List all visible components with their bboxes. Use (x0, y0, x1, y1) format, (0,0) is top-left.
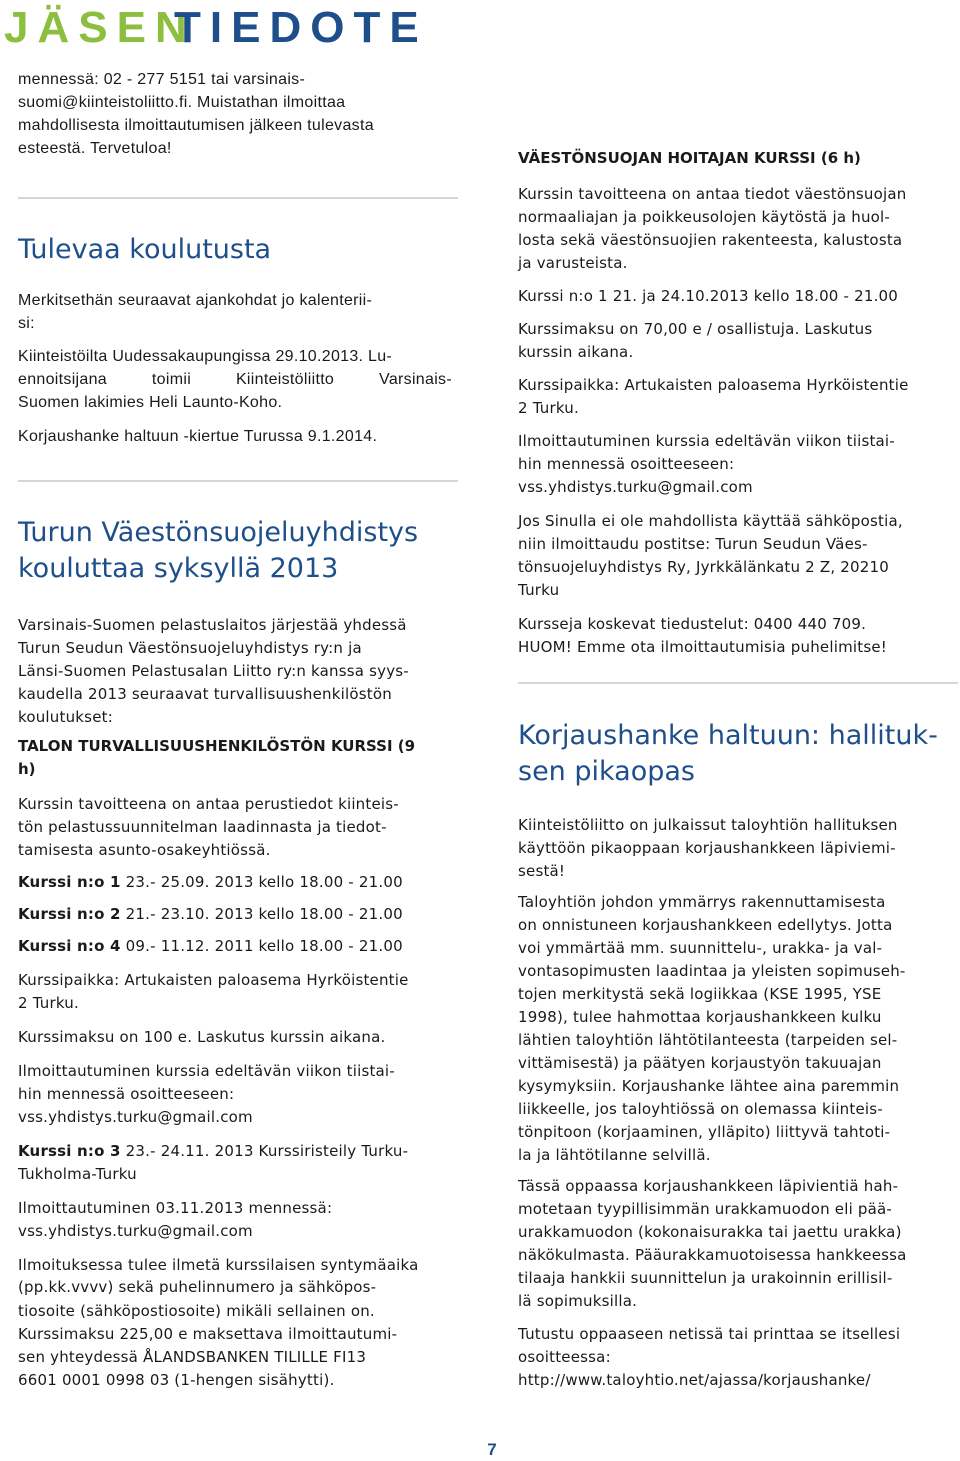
paragraph-line: tiosoite (sähköpostiosoite) mikäli sellainen on. (18, 1302, 375, 1320)
paragraph-line: HUOM! Emme ota ilmoittautumisia puhelimitse! (518, 638, 887, 656)
section-title-tulevaa: Tulevaa koulutusta (18, 234, 272, 265)
intro-line: mahdollisesta ilmoittautumisen jälkeen tulevasta (18, 117, 374, 134)
paragraph-line: motetaan tyypillisimmän urakkamuodon eli pää- (518, 1200, 893, 1218)
paragraph-line: sestä! (518, 862, 566, 880)
course-heading: h) (18, 760, 36, 778)
course-number: Kurssi n:o 4 (18, 937, 121, 955)
paragraph-line: käyttöön pikaoppaan korjaushankkeen läpiviemi- (518, 839, 896, 857)
paragraph-line: Kurssin tavoitteena on antaa perustiedot kiinteis- (18, 795, 399, 813)
paragraph-line: Korjaushanke haltuun -kiertue Turussa 9.1.2014. (18, 428, 378, 445)
email-link[interactable]: vss.yhdistys.turku@gmail.com (518, 478, 753, 496)
paragraph-line: koulutukset: (18, 708, 113, 726)
paragraph-line: Varsinais-Suomen pelastuslaitos järjestää yhdessä (18, 616, 407, 634)
course-number: Kurssi n:o 1 (18, 873, 121, 891)
masthead-title-part2: TIEDOTE (174, 3, 428, 52)
paragraph-line: Ilmoittautuminen 03.11.2013 mennessä: (18, 1199, 333, 1217)
paragraph-line: Suomen lakimies Heli Launto-Koho. (18, 394, 283, 411)
masthead-title-part1: JÄSEN (4, 3, 196, 52)
masthead (0, 0, 960, 60)
intro-line: mennessä: 02 - 277 5151 tai varsinais- (18, 71, 306, 88)
paragraph-line: tojen merkitystä sekä logiikkaa (KSE 1995, YSE (518, 985, 882, 1003)
paragraph-line: Kiinteistöilta Uudessakaupungissa 29.10.2013. Lu- (18, 348, 393, 365)
paragraph-line: 1998), tulee hahmottaa korjaushankkeen kulku (518, 1008, 882, 1026)
paragraph-line: Jos Sinulla ei ole mahdollista käyttää sähköpostia, (518, 512, 903, 530)
paragraph-line: Kurssin tavoitteena on antaa tiedot väestönsuojan (518, 185, 907, 203)
page-number: 7 (487, 1440, 497, 1459)
paragraph-line: Kurssi n:o 1 21. ja 24.10.2013 kello 18.00 - 21.00 (518, 287, 899, 305)
course-dates: 09.- 11.12. 2011 kello 18.00 - 21.00 (120, 937, 403, 955)
paragraph-line: 6601 0001 0998 03 (1-hengen sisähytti). (18, 1371, 335, 1389)
paragraph-line: lähtien taloyhtiön lähtötilanteesta (tarpeiden sel- (518, 1031, 898, 1049)
course-date-line (18, 903, 403, 925)
paragraph-line: Taloyhtiön johdon ymmärrys rakennuttamisesta (518, 893, 886, 911)
paragraph-line: Ilmoituksessa tulee ilmetä kurssilaisen syntymäaika (pp.kk.vvvv) sekä puhelinnumero ja sähköpos- (18, 1256, 419, 1296)
paragraph-line: Ilmoittautuminen kurssia edeltävän viikon tiistai- (18, 1062, 395, 1080)
paragraph-line: Ilmoittautuminen kurssia edeltävän viikon tiistai- (518, 432, 895, 450)
course-heading: TALON TURVALLISUUSHENKILÖSTÖN KURSSI (9 (18, 737, 416, 755)
section-title-turun-line2: kouluttaa syksyllä 2013 (18, 553, 339, 584)
paragraph-line: tönsuojeluyhdistys Ry, Jyrkkälänkatu 2 Z, 20210 (518, 558, 890, 576)
paragraph-line: liikkeelle, jos taloyhtiössä on olemassa kiinteis- (518, 1100, 883, 1118)
paragraph-line: urakkamuodon (kokonaisurakka tai jaettu urakka) (518, 1223, 902, 1241)
paragraph-line: la ja lähtötilanne selvillä. (518, 1146, 711, 1164)
course-date-line (18, 1140, 408, 1162)
paragraph-line: Tutustu oppaaseen netissä tai printtaa se itsellesi (518, 1325, 901, 1343)
paragraph-line: osoitteessa: (518, 1348, 611, 1366)
course-dates: 21.- 23.10. 2013 kello 18.00 - 21.00 (120, 905, 403, 923)
paragraph-line: hin mennessä osoitteeseen: (518, 455, 735, 473)
paragraph-line: kysymyksiin. Korjaushanke lähtee aina paremmin (518, 1077, 900, 1095)
paragraph-line: hin mennessä osoitteeseen: (18, 1085, 235, 1103)
section-title-korjaushanke-line2: sen pikaopas (518, 756, 695, 787)
paragraph-line: voi ymmärtää mm. suunnittelu-, urakka- ja val- (518, 939, 883, 957)
paragraph-line: tilaaja hankkii suunnittelun ja urakoinnin erillisil- (518, 1269, 893, 1287)
email-link[interactable]: vss.yhdistys.turku@gmail.com (18, 1108, 253, 1126)
course-dates: 23.- 24.11. 2013 Kurssiristeily Turku- (120, 1142, 409, 1160)
course-number: Kurssi n:o 2 (18, 905, 121, 923)
paragraph-line: si: (18, 315, 35, 332)
course-date-line (18, 935, 403, 957)
section-title-turun-line1: Turun Väestönsuojeluyhdistys (18, 517, 419, 548)
paragraph-line: on onnistuneen korjaushankkeen edellytys. Jotta (518, 916, 893, 934)
paragraph-line: näkökulmasta. Pääurakkamuotoisessa hankkeessa (518, 1246, 907, 1264)
intro-line: suomi@kiinteistoliitto.fi. Muistathan ilmoittaa (18, 94, 346, 111)
paragraph-line: Turku (518, 581, 560, 599)
paragraph-line: 2 Turku. (518, 399, 579, 417)
paragraph-line: Kurssipaikka: Artukaisten paloasema Hyrköistentie (518, 376, 909, 394)
paragraph-line: 2 Turku. (18, 994, 79, 1012)
paragraph-line: Kursseja koskevat tiedustelut: 0400 440 709. (518, 615, 867, 633)
paragraph-line: Tässä oppaassa korjaushankkeen läpivientiä hah- (518, 1177, 899, 1195)
paragraph-line: tön pelastussuunnitelman laadinnasta ja tiedot- (18, 818, 387, 836)
paragraph-line: kaudella 2013 seuraavat turvallisuushenkilöstön (18, 685, 392, 703)
paragraph-line: vontasopimusten laadintaa ja yleisten sopimuseh- (518, 962, 906, 980)
section-title-korjaushanke-line1: Korjaushanke haltuun: hallituk- (518, 720, 938, 751)
section-divider (18, 197, 458, 199)
paragraph-line: ennoitsijana toimii Kiinteistöliitto Varsinais- (18, 371, 452, 388)
paragraph-line: Länsi-Suomen Pelastusalan Liitto ry:n kanssa syys- (18, 662, 409, 680)
paragraph-line: tönpitoon (korjaaminen, ylläpito) liittyvä tahtoti- (518, 1123, 891, 1141)
intro-line: esteestä. Tervetuloa! (18, 140, 172, 157)
paragraph-line: Merkitsethän seuraavat ajankohdat jo kalenterii- (18, 292, 373, 309)
paragraph-line: Kurssipaikka: Artukaisten paloasema Hyrköistentie (18, 971, 409, 989)
paragraph-line: niin ilmoittaudu postitse: Turun Seudun Väes- (518, 535, 868, 553)
email-link[interactable]: vss.yhdistys.turku@gmail.com (18, 1222, 253, 1240)
section-divider (18, 480, 458, 482)
paragraph-line: kurssin aikana. (518, 343, 634, 361)
paragraph-line: Kurssimaksu 225,00 e maksettava ilmoittautumi- (18, 1325, 398, 1343)
paragraph-line: Kiinteistöliitto on julkaissut taloyhtiön hallituksen (518, 816, 898, 834)
course-dates: 23.- 25.09. 2013 kello 18.00 - 21.00 (120, 873, 403, 891)
paragraph-line: vittämisestä) ja päätyen korjaustyön takuuajan (518, 1054, 882, 1072)
paragraph-line: Kurssimaksu on 70,00 e / osallistuja. Laskutus (518, 320, 873, 338)
course-number: Kurssi n:o 3 (18, 1142, 121, 1160)
paragraph-line: Tukholma-Turku (18, 1165, 137, 1183)
paragraph-line: losta sekä väestönsuojien rakenteesta, kalustosta (518, 231, 903, 249)
url-link[interactable]: http://www.taloyhtio.net/ajassa/korjaushanke/ (518, 1371, 871, 1389)
paragraph-line: sen yhteydessä ÅLANDSBANKEN TILILLE FI13 (18, 1348, 367, 1366)
paragraph-line: normaaliajan ja poikkeusolojen käytöstä ja huol- (518, 208, 891, 226)
course-heading: VÄESTÖNSUOJAN HOITAJAN KURSSI (6 h) (518, 149, 861, 167)
paragraph-line: tamisesta asunto-osakeyhtiössä. (18, 841, 271, 859)
section-divider (518, 682, 958, 684)
paragraph-line: Kurssimaksu on 100 e. Laskutus kurssin aikana. (18, 1028, 386, 1046)
course-date-line (18, 871, 403, 893)
paragraph-line: ja varusteista. (518, 254, 628, 272)
paragraph-line: Turun Seudun Väestönsuojeluyhdistys ry:n ja (18, 639, 362, 657)
paragraph-line: lä sopimuksilla. (518, 1292, 638, 1310)
